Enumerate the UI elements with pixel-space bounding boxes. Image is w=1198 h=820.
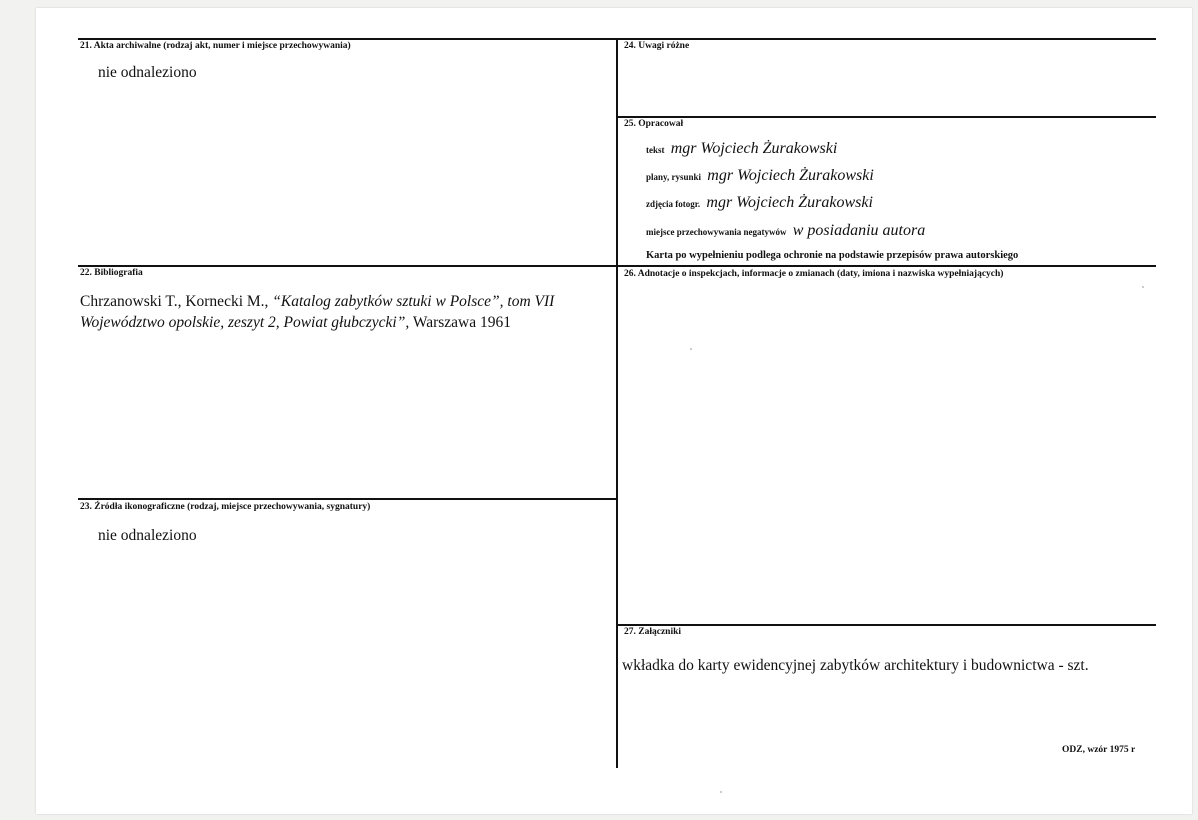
bibliography-place-year: Warszawa 1961	[409, 314, 511, 331]
bibliography-author: Chrzanowski T., Kornecki M.,	[80, 293, 273, 310]
bibliography-line-2	[80, 314, 511, 332]
author-photos-label: zdjęcia fotogr.	[646, 199, 701, 209]
section-24-label: 24. Uwagi różne	[624, 41, 690, 51]
author-drawings-value: mgr Wojciech Żurakowski	[707, 167, 874, 184]
divider-vertical	[616, 38, 618, 768]
divider-top-left	[78, 38, 618, 40]
scan-speck	[720, 791, 722, 793]
author-photos-value: mgr Wojciech Żurakowski	[706, 194, 873, 211]
divider-22-23	[78, 498, 618, 500]
section-21-value: nie odnaleziono	[98, 64, 197, 81]
divider-25-26	[618, 265, 1156, 267]
negatives-label: miejsce przechowywania negatywów	[646, 227, 787, 237]
section-26-label: 26. Adnotacje o inspekcjach, informacje o zmianach (daty, imiona i nazwiska wypełniających)	[624, 269, 1004, 279]
divider-21-22	[78, 265, 618, 267]
form-footer-mark: ODZ, wzór 1975 r	[1062, 745, 1136, 755]
form-sheet	[36, 8, 1192, 814]
section-23-label: 23. Źródła ikonograficzne (rodzaj, miejsce przechowywania, sygnatury)	[80, 502, 371, 512]
author-drawings-label: plany, rysunki	[646, 172, 702, 182]
section-21-label: 21. Akta archiwalne (rodzaj akt, numer i miejsce przechowywania)	[80, 41, 351, 51]
negatives-value: w posiadaniu autora	[792, 222, 926, 239]
negatives-row	[646, 222, 925, 240]
bibliography-line-1	[80, 293, 554, 311]
scan-speck	[1142, 286, 1144, 288]
section-25-label: 25. Opracował	[624, 119, 684, 129]
author-text-label: tekst	[646, 145, 665, 155]
author-photos-row	[646, 194, 873, 212]
bibliography-title-part-1: “Katalog zabytków sztuki w Polsce”, tom VII	[272, 293, 555, 310]
author-text-row	[646, 140, 837, 158]
section-23-value: nie odnaleziono	[98, 527, 197, 544]
author-drawings-row	[646, 167, 874, 185]
divider-26-27	[618, 624, 1156, 626]
divider-top-right	[618, 38, 1156, 40]
author-text-value: mgr Wojciech Żurakowski	[670, 140, 838, 157]
section-27-label: 27. Załączniki	[624, 627, 682, 637]
copyright-note: Karta po wypełnieniu podlega ochronie na podstawie przepisów prawa autorskiego	[646, 250, 1019, 261]
divider-24-25	[618, 116, 1156, 118]
section-27-value: wkładka do karty ewidencyjnej zabytków architektury i budownictwa - szt.	[622, 657, 1089, 674]
bibliography-title-part-2: Województwo opolskie, zeszyt 2, Powiat głubczycki”,	[80, 314, 410, 331]
scan-speck	[690, 348, 692, 350]
section-22-label: 22. Bibliografia	[80, 268, 143, 278]
